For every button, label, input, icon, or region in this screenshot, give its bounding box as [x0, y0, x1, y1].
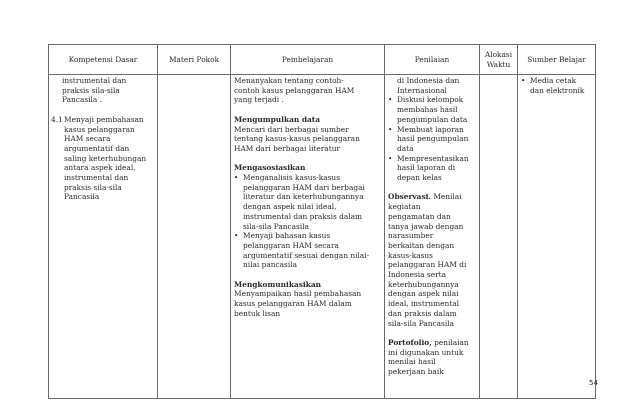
pn-b-line: Diskusi kelompok	[397, 95, 464, 105]
pb-b1-line: literatur dan keterhubungannya	[243, 192, 364, 202]
pb-b1-line: Menganalisis kasus-kasus	[243, 173, 340, 182]
kd-line: Menyaji pembahasan	[64, 114, 144, 124]
pn-b-line: hasil laporan di	[397, 163, 456, 173]
page-number: 54	[589, 379, 598, 387]
pb-b2-line: Menyaji bahasan kasus	[243, 231, 331, 241]
bullet-dot-icon: •	[388, 153, 393, 163]
cell-sumber-belajar	[518, 75, 596, 399]
bullet-dot-icon: •	[521, 76, 526, 85]
pn-obs-line: berkaitan dengan	[388, 240, 455, 250]
pn-port-line: ini digunakan untuk	[388, 347, 464, 357]
pn-b-line: Mempresentasikan	[397, 153, 469, 163]
pn-obs-line: tanya jawab dengan	[388, 221, 464, 231]
header-penilaian: Penilaian	[385, 45, 480, 75]
pn-bullet-1	[388, 95, 476, 124]
pb-p3-line: bentuk lisan	[234, 308, 281, 318]
pn-port-line: pekerjaan baik	[388, 367, 444, 377]
header-row	[49, 45, 596, 75]
kd-cont-line: praksis sila-sila	[62, 85, 120, 95]
pn-obs-line: pengamatan dan	[388, 211, 451, 221]
cell-kompetensi-dasar	[49, 75, 158, 399]
cell-pembelajaran	[231, 75, 385, 399]
content-row	[49, 75, 596, 399]
pn-obs-line: pelanggaran HAM di	[388, 260, 467, 270]
pn-b-line: data	[397, 143, 414, 153]
pb-p3-line: kasus pelanggaran HAM dalam	[234, 299, 352, 309]
kd-line: praksis sila-sila	[64, 182, 122, 192]
kd-line: antara aspek ideal,	[64, 163, 136, 173]
kd-number: 4.1	[51, 114, 63, 124]
pn-port-line: menilai hasil	[388, 357, 436, 367]
pn-obs-line: keterhubungannya	[388, 279, 459, 289]
pb-p3-line: Menyampaikan hasil pembahasan	[234, 289, 362, 299]
pb-intro-line: contoh kasus pelanggaran HAM	[234, 85, 355, 95]
kd-line: Pancasila	[64, 192, 100, 202]
pn-obs-line: dan praksis dalam	[388, 308, 457, 318]
pb-b2-line: argumentatif sesuai dengan nilai-	[243, 250, 370, 260]
kd-line: instrumental dan	[64, 173, 129, 183]
pb-p1-line: tentang kasus-kasus pelanggaran	[234, 134, 360, 144]
pb-b2-line: nilai pancasila	[243, 260, 297, 270]
pn-obs-line: Indonesia serta	[388, 270, 446, 280]
pn-observasi-first-line	[388, 192, 476, 202]
header-alokasi-waktu	[480, 45, 518, 75]
pb-p1-line: Mencari dari berbagai sumber	[234, 124, 349, 134]
pn-b-line: pengumpulan data	[397, 114, 468, 124]
header-sumber-belajar: Sumber Belajar	[518, 45, 596, 75]
header-materi-pokok: Materi Pokok	[158, 45, 231, 75]
pn-obs-line: kasus-kasus	[388, 250, 433, 260]
pb-p1-line: HAM dari berbagai literatur	[234, 143, 340, 153]
pn-obs-line: kegiatan	[388, 202, 421, 212]
pn-portofolio-first-line	[388, 338, 476, 348]
pn-obs-line: narasumber	[388, 231, 434, 241]
cell-alokasi-waktu	[480, 75, 518, 399]
syllabus-table	[48, 44, 596, 399]
pn-b-line: hasil pengumpulan	[397, 134, 469, 144]
kd-line: HAM secara	[64, 134, 111, 144]
pn-obs-line: sila-sila Pancasila	[388, 318, 454, 328]
bullet-dot-icon: •	[234, 173, 239, 182]
pb-bullet-1	[234, 173, 381, 231]
pn-obs-line: dengan aspek nilai	[388, 289, 459, 299]
pb-intro-line: Menanyakan tentang contoh-	[234, 76, 344, 85]
cell-materi-pokok	[158, 75, 231, 399]
kd-line: kasus pelanggaran	[64, 124, 135, 134]
pb-heading-mengasosiasikan: Mengasosiasikan	[234, 163, 306, 173]
pb-b1-line: pelanggaran HAM dari berbagai	[243, 182, 365, 192]
header-alokasi-line1: Alokasi	[484, 49, 513, 59]
pn-bullet-2	[388, 125, 476, 154]
pn-obs-line: ideal, instrumental	[388, 299, 459, 309]
header-pembelajaran: Pembelajaran	[231, 45, 385, 75]
pn-cont-line: Internasional	[397, 85, 447, 95]
sb-line: Media cetak	[530, 76, 577, 85]
kd-cont-line: instrumental dan	[62, 76, 127, 85]
pb-heading-mengumpulkan: Mengumpulkan data	[234, 114, 320, 124]
pb-b1-line: sila-sila Pancasila	[243, 221, 309, 231]
pn-b-line: Membuat laporan	[397, 124, 464, 134]
pb-bullet-2	[234, 231, 381, 270]
pb-b2-line: pelanggaran HAM secara	[243, 240, 339, 250]
pb-heading-mengkomunikasikan: Mengkomunikasikan	[234, 279, 322, 289]
pn-observasi-first: Menilai	[431, 192, 462, 202]
pb-b1-line: instrumental dan praksis dalam	[243, 211, 363, 221]
pb-b1-line: dengan aspek nilai ideal,	[243, 202, 337, 212]
kd-cont-line: Pancasila .	[62, 95, 102, 105]
sb-line: dan elektronik	[530, 85, 585, 95]
pn-bullet-3	[388, 154, 476, 183]
cell-penilaian	[385, 75, 480, 399]
sb-bullet-1	[521, 76, 592, 95]
bullet-dot-icon: •	[234, 231, 239, 241]
pn-b-line: depan kelas	[397, 173, 442, 183]
header-kompetensi-dasar: Kompetensi Dasar	[49, 45, 158, 75]
pn-cont-line: di Indonesia dan	[397, 76, 460, 85]
kd-line: argumentatif dan	[64, 143, 130, 153]
pn-observasi-label: Observasi.	[388, 192, 431, 202]
pb-intro-line: yang terjadi .	[234, 95, 284, 105]
bullet-dot-icon: •	[388, 95, 393, 105]
pn-portofolio-label: Portofolio,	[388, 337, 432, 347]
pn-b-line: membahas hasil	[397, 105, 458, 115]
kd-line: saling keterhubungan	[64, 153, 147, 163]
pn-portofolio-first: penilaian	[431, 337, 469, 347]
header-alokasi-line2: Waktu	[486, 59, 511, 69]
bullet-dot-icon: •	[388, 124, 393, 134]
